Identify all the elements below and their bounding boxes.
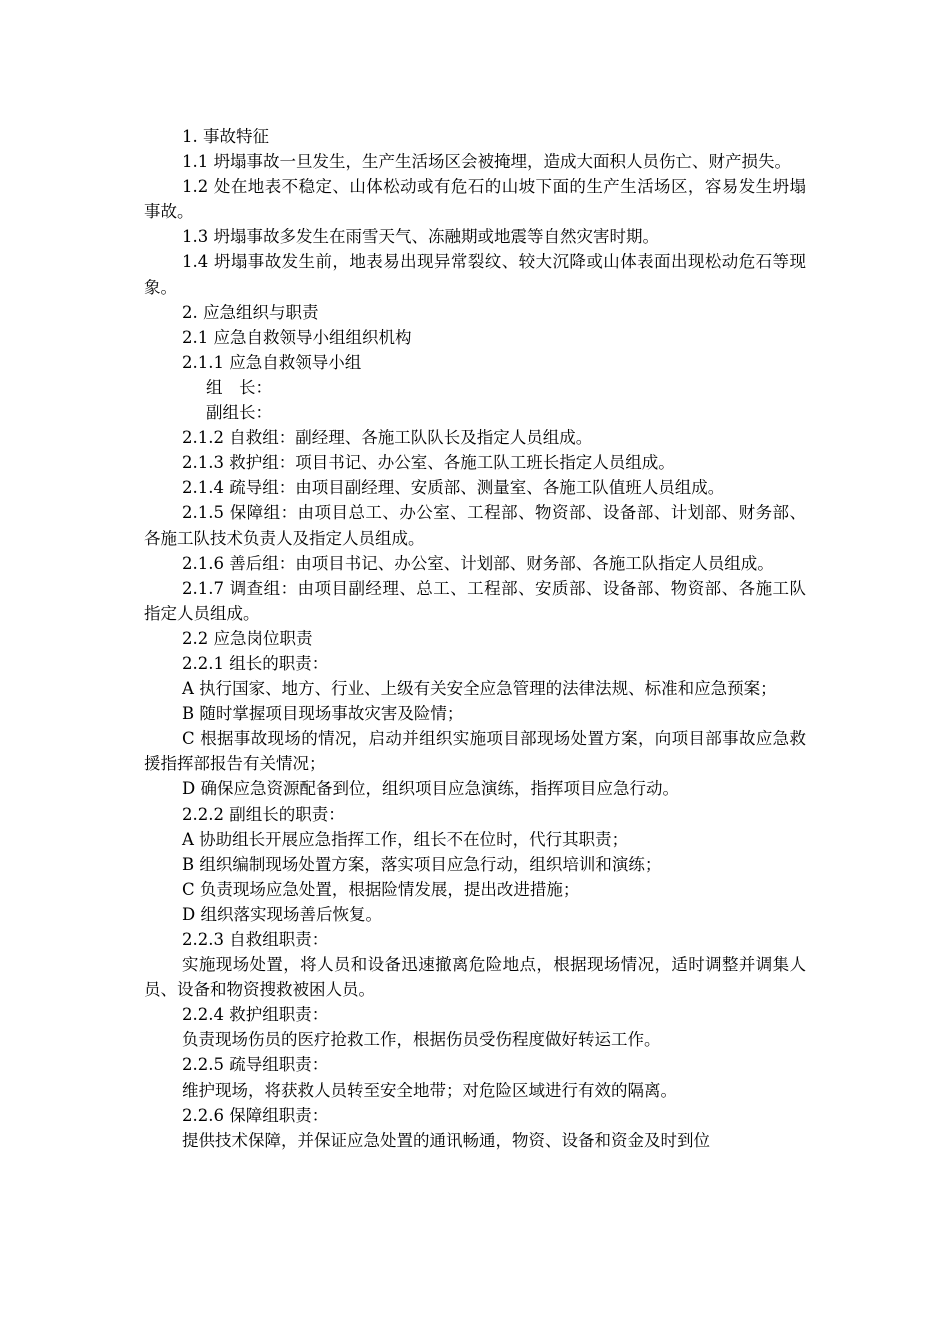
subsection-heading-2-1-1: 2.1.1 应急自救领导小组 xyxy=(182,352,362,372)
paragraph-2-1-4: 2.1.4 疏导组：由项目副经理、安质部、测量室、各施工队值班人员组成。 xyxy=(182,478,725,498)
paragraph-1-4: 1.4 坍塌事故发生前，地表易出现异常裂纹、较大沉降或山体表面出现松动危石等现象。 xyxy=(144,252,806,297)
deputy-leader-line: 副组长： xyxy=(206,403,272,423)
list-item-leader-d: D 确保应急资源配备到位，组织项目应急演练，指挥项目应急行动。 xyxy=(182,779,679,799)
list-item-deputy-d: D 组织落实现场善后恢复。 xyxy=(182,904,382,924)
paragraph-2-2-5: 维护现场，将获救人员转至安全地带；对危险区域进行有效的隔离。 xyxy=(182,1080,677,1100)
document-page xyxy=(144,124,806,1153)
list-item-leader-c: C 根据事故现场的情况，启动并组织实施项目部现场处置方案，向项目部事故应急救援指挥部报告有关情况； xyxy=(144,729,806,774)
paragraph-2-2-4: 负责现场伤员的医疗抢救工作，根据伤员受伤程度做好转运工作。 xyxy=(182,1030,661,1050)
subsection-heading-2-2-3: 2.2.3 自救组职责： xyxy=(182,930,329,949)
paragraph-2-1-6: 2.1.6 善后组：由项目书记、办公室、计划部、财务部、各施工队指定人员组成。 xyxy=(182,553,774,573)
subsection-heading-2-2-1: 2.2.1 组长的职责： xyxy=(182,653,329,673)
list-item-deputy-b: B 组织编制现场处置方案，落实项目应急行动，组织培训和演练； xyxy=(182,854,662,874)
paragraph-2-2-6: 提供技术保障，并保证应急处置的通讯畅通，物资、设备和资金及时到位 xyxy=(182,1130,710,1150)
subsection-heading-2-2-6: 2.2.6 保障组职责： xyxy=(182,1105,329,1125)
paragraph-1-1: 1.1 坍塌事故一旦发生，生产生活场区会被掩埋，造成大面积人员伤亡、财产损失。 xyxy=(182,152,791,172)
list-item-leader-b: B 随时掌握项目现场事故灾害及险情； xyxy=(182,704,464,724)
paragraph-1-2: 1.2 处在地表不稳定、山体松动或有危石的山坡下面的生产生活场区，容易发生坍塌事故。 xyxy=(144,177,806,222)
list-item-deputy-a: A 协助组长开展应急指挥工作，组长不在位时，代行其职责； xyxy=(182,829,629,849)
subsection-heading-2-2-4: 2.2.4 救护组职责： xyxy=(182,1005,329,1025)
subsection-heading-2-2: 2.2 应急岗位职责 xyxy=(182,628,313,648)
paragraph-2-1-3: 2.1.3 救护组：项目书记、办公室、各施工队工班长指定人员组成。 xyxy=(182,453,675,473)
paragraph-2-1-7: 2.1.7 调查组：由项目副经理、总工、工程部、安质部、设备部、物资部、各施工队指定人员组成。 xyxy=(144,578,806,623)
section-heading-1: 1. 事故特征 xyxy=(182,127,269,146)
paragraph-2-1-2: 2.1.2 自救组：副经理、各施工队队长及指定人员组成。 xyxy=(182,428,593,448)
team-leader-line: 组 长： xyxy=(206,377,272,397)
subsection-heading-2-2-2: 2.2.2 副组长的职责： xyxy=(182,804,345,824)
list-item-leader-a: A 执行国家、地方、行业、上级有关安全应急管理的法律法规、标准和应急预案； xyxy=(182,679,777,699)
subsection-heading-2-2-5: 2.2.5 疏导组职责： xyxy=(182,1055,329,1075)
subsection-heading-2-1: 2.1 应急自救领导小组组织机构 xyxy=(182,327,412,347)
paragraph-2-2-3: 实施现场处置，将人员和设备迅速撤离危险地点，根据现场情况，适时调整并调集人员、设备和物资搜救被困人员。 xyxy=(144,955,806,1000)
paragraph-2-1-5: 2.1.5 保障组：由项目总工、办公室、工程部、物资部、设备部、计划部、财务部、各施工队技术负责人及指定人员组成。 xyxy=(144,503,806,548)
section-heading-2: 2. 应急组织与职责 xyxy=(182,302,319,322)
paragraph-1-3: 1.3 坍塌事故多发生在雨雪天气、冻融期或地震等自然灾害时期。 xyxy=(182,227,659,247)
list-item-deputy-c: C 负责现场应急处置，根据险情发展，提出改进措施； xyxy=(182,879,580,899)
